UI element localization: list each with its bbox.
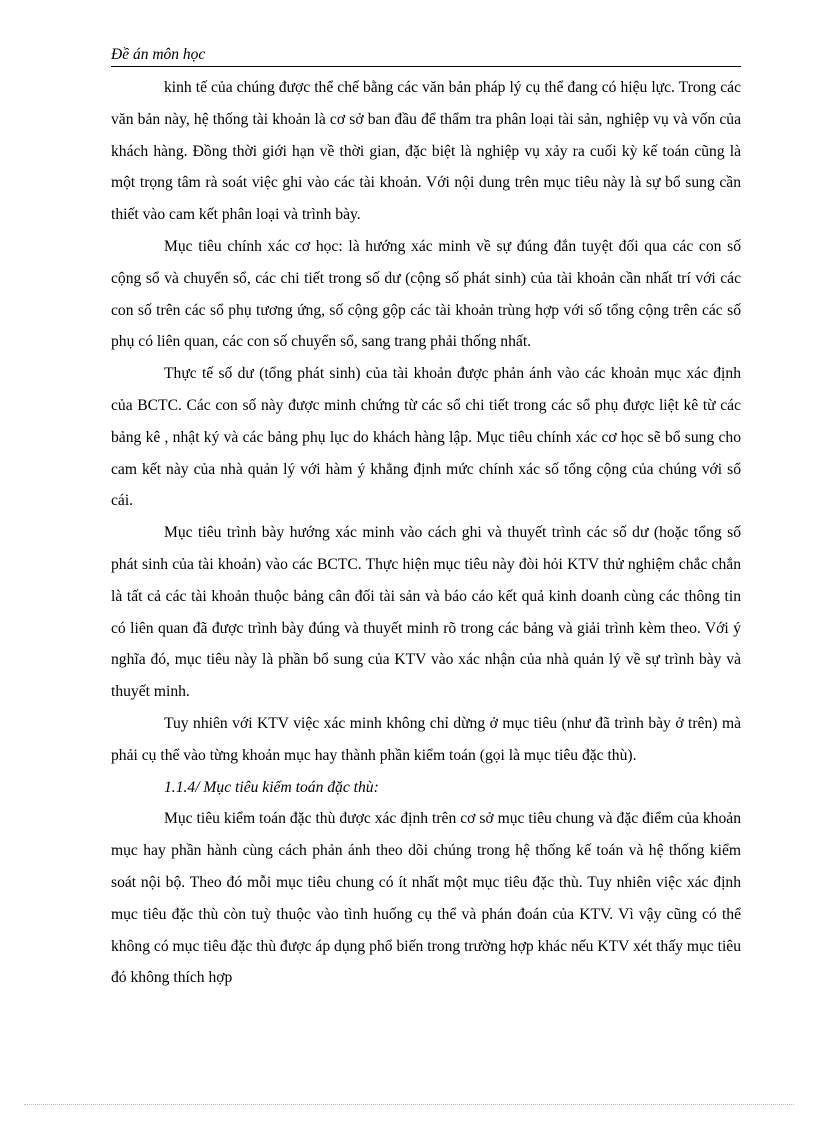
footer-divider xyxy=(24,1104,794,1105)
section-paragraph: Mục tiêu kiểm toán đặc thù được xác định trên cơ sở mục tiêu chung và đặc điểm của khoản mục hay phần hành cùng cách phản ánh theo dõi chúng trong hệ thống kế toán và hệ thống kiểm soát nội bộ. Theo đó mỗi mục tiêu chung có ít nhất một mục tiêu đặc thù. Tuy nhiên việc xác định mục tiêu đặc thù còn tuỳ thuộc vào tình huống cụ thể và phán đoán của KTV. Vì vậy cũng có thể không có mục tiêu đặc thù được áp dụng phổ biến trong trường hợp khác nếu KTV xét thấy mục tiêu đó không thích hợp xyxy=(111,810,741,987)
paragraph-4: Mục tiêu trình bày hướng xác minh vào cách ghi và thuyết trình các số dư (hoặc tổng số phát sinh của tài khoản) vào các BCTC. Thực hiện mục tiêu này đòi hỏi KTV thử nghiệm chắc chắn là tất cả các tài khoản thuộc bảng cân đối tài sản và báo cáo kết quả kinh doanh cùng các thông tin có liên quan đã được trình bày đúng và thuyết minh rõ trong các bảng và giải trình kèm theo. Với ý nghĩa đó, mục tiêu này là phần bổ sung của KTV vào xác nhận của nhà quản lý về sự trình bày và thuyết minh. xyxy=(111,524,741,701)
paragraph-1: kinh tế của chúng được thể chế bằng các văn bản pháp lý cụ thể đang có hiệu lực. Trong các văn bản này, hệ thống tài khoản là cơ sở ban đầu để thẩm tra phân loại tài sản, nghiệp vụ và vốn của khách hàng. Đồng thời giới hạn về thời gian, đặc biệt là nghiệp vụ xảy ra cuối kỳ kế toán cũng là một trọng tâm rà soát việc ghi vào các tài khoản. Với nội dung trên mục tiêu này là sự bổ sung cần thiết vào cam kết phân loại và trình bày. xyxy=(111,79,741,224)
header-title: Đề án môn học xyxy=(111,46,206,63)
page-header xyxy=(111,46,741,67)
section-heading: 1.1.4/ Mục tiêu kiểm toán đặc thù: xyxy=(164,778,379,796)
document-body xyxy=(111,72,741,994)
paragraph-5: Tuy nhiên với KTV việc xác minh không chỉ dừng ở mục tiêu (như đã trình bày ở trên) mà phải cụ thể vào từng khoản mục hay thành phần kiểm toán (gọi là mục tiêu đặc thù). xyxy=(111,714,741,764)
paragraph-2: Mục tiêu chính xác cơ học: là hướng xác minh về sự đúng đắn tuyệt đối qua các con số cộng sổ và chuyển sổ, các chi tiết trong số dư (cộng số phát sinh) của tài khoản cần nhất trí với các con số trên các sổ phụ tương ứng, số cộng gộp các tài khoản trùng hợp với số tổng cộng trên các số phụ có liên quan, các con số chuyển sổ, sang trang phải thống nhất. xyxy=(111,237,741,351)
paragraph-3: Thực tế số dư (tổng phát sinh) của tài khoản được phản ánh vào các khoản mục xác định của BCTC. Các con số này được minh chứng từ các sổ chi tiết trong các sổ phụ được liệt kê từ các bảng kê , nhật ký và các bảng phụ lục do khách hàng lập. Mục tiêu chính xác cơ học sẽ bổ sung cho cam kết này của nhà quản lý với hàm ý khẳng định mức chính xác số tổng cộng của chúng với sổ cái. xyxy=(111,365,741,510)
